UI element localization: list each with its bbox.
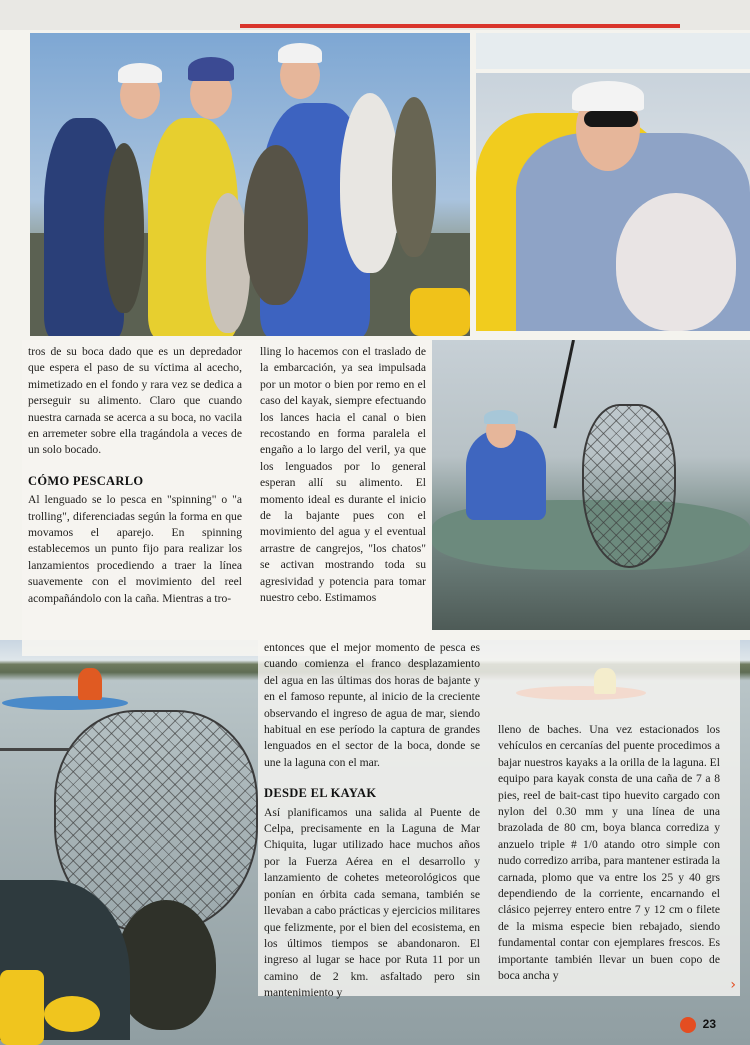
column-middle-lower [264, 640, 480, 1002]
photo-angler-holding-flounder [476, 73, 750, 331]
photo-group-with-flounders [30, 33, 470, 336]
photo-kayak-angler-with-net [432, 340, 750, 630]
section-heading-desde-el-kayak: DESDE EL KAYAK [264, 786, 377, 801]
photo-caption-strip [476, 33, 750, 69]
column-middle-upper [260, 344, 426, 607]
continue-arrow-icon: › [730, 977, 736, 993]
red-accent-rule [240, 24, 680, 28]
paragraph: Así planificamos una salida al Puente de Celpa, precisamente en la Laguna de Mar Chiquita, lugar utilizado hace muchos años por la Fuerza Aérea en el desarrollo y lanzamiento de cohetes meteorológicos que ponían en órbita cada semana, también se llevaban a cabo prácticas y ejercicios militares que felizmente, por el bien del ecosistema, en los últimos tiempos se abandonaron. El ingreso al lugar se hace por Ruta 11 por un camino de 2 km. asfaltado pero sin mantenimiento y [264, 805, 480, 1000]
column-left [28, 344, 242, 607]
magazine-logo-icon [680, 1017, 696, 1033]
paragraph: Al lenguado se lo pesca en "spinning" o "a trolling", diferenciadas según la forma en que movamos el aparejo. En spinning establecemos un punto fijo para realizar los lanzamientos procediendo a traer la línea suavemente con el movimiento del reel acompañándolo con la caña. Mientras a tro- [28, 493, 242, 605]
section-heading-como-pescarlo: CÓMO PESCARLO [28, 473, 144, 488]
paragraph: tros de su boca dado que es un depredador que espera el paso de su víctima al acecho, mimetizado en el fondo y rara vez se dedica a perseguir su alimento. Claro que cuando nuestra carnada se acerca a su boca, no vacila en arremeter sobre ella tragándola a veces de un solo bocado. [28, 345, 242, 457]
column-right [498, 722, 720, 985]
page-number: 23 [702, 1017, 716, 1031]
paragraph: lling lo hacemos con el traslado de la embarcación, ya sea impulsada por un motor o bien por remo en el caso del kayak, siempre efectuando los lances hacia el canal o bien recostando en forma paralela el engaño a lo largo del veril, ya que los lenguados por lo general esperan allí su alimento. El momento ideal es durante el inicio de la bajante pues con el movimiento del agua y el eventual arrastre de cangrejos, "los chatos" se activan mostrando toda su agresividad y potencia para tomar nuestro cebo. Estimamos [260, 345, 426, 605]
paragraph: lleno de baches. Una vez estacionados los vehículos en cercanías del puente procedimos a bajar nuestros kayaks a la orilla de la laguna. El equipo para kayak consta de una caña de 7 a 8 pies, reel de bait-cast tipo huevito cargado con nylon del 0.30 mm y una línea de una brazolada de 80 cm, boya blanca corrediza y anzuelo triple # 1/0 atando otro simple con nudo corredizo arriba, para mantener estirada la carnada, plomo que va entre los 25 y 40 grs dependiendo de la corriente, encarnando el clásico pejerrey entero entre 7 y 12 cm o filete de la misma especie bien rebajado, siendo fundamental contar con ejemplares frescos. Es importante también llevar un buen copo de boca ancha y [498, 723, 720, 983]
paragraph: entonces que el mejor momento de pesca es cuando comienza el franco desplazamiento del agua en las últimas dos horas de bajante y en el famoso repunte, al inicio de la creciente observando el ingreso de agua de mar, siendo habitual en ese período la captura de grandes lenguados en el sector de la boca, donde se une la laguna con el mar. [264, 641, 480, 769]
